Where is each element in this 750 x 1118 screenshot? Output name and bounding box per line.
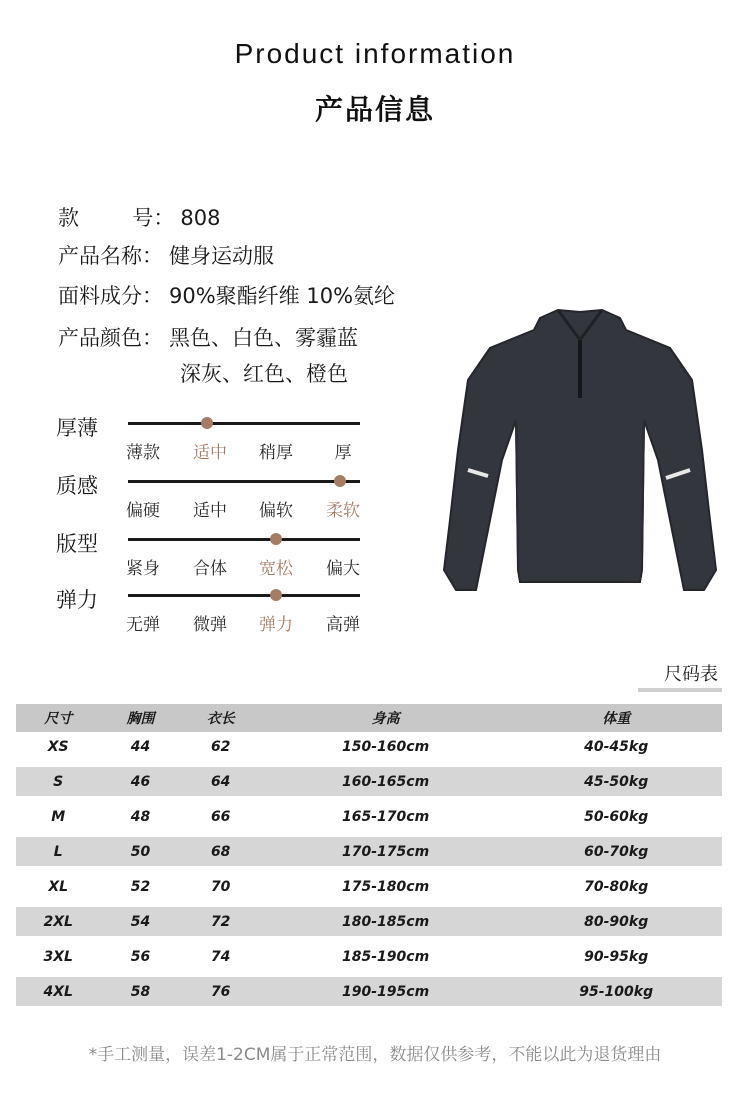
table-cell: 76 [181,977,261,1006]
table-cell: 50 [100,837,180,866]
info-value: 健身运动服 [169,244,274,268]
size-chart-table [16,704,722,1006]
table-cell: 2XL [16,907,100,936]
attribute-label: 弹力 [56,588,98,612]
table-cell: 150-160cm [261,732,511,761]
title-chinese: 产品信息 [314,93,435,126]
attribute-option: 厚 [334,443,352,463]
info-value: 黑色、白色、雾霾蓝 [169,326,358,350]
header-size: 尺寸 [16,704,100,732]
table-row [16,907,722,936]
table-cell: 170-175cm [261,837,511,866]
measurement-note: *手工测量，误差1-2CM属于正常范围，数据仅供参考，不能以此为退货理由 [88,1045,662,1065]
attribute-indicator-dot [334,475,346,487]
table-cell: 74 [181,942,261,971]
table-cell: 3XL [16,942,100,971]
attribute-option: 宽松 [259,559,293,579]
attribute-option: 稍厚 [259,443,293,463]
info-label: 面料成分： [58,284,163,308]
attribute-option: 微弹 [193,615,227,635]
table-cell: 56 [100,942,180,971]
attribute-scale-line [128,422,360,425]
info-colors [58,322,358,352]
attribute-scale-line [128,594,360,597]
table-cell: 64 [181,767,261,796]
table-cell: 175-180cm [261,872,511,901]
title-english: Product information [234,38,516,69]
attribute-option: 偏软 [259,501,293,521]
attribute-option: 偏大 [326,559,360,579]
table-row [16,732,722,761]
header-chest: 胸围 [100,704,180,732]
table-cell: 72 [181,907,261,936]
info-style-no [58,202,221,232]
table-cell: 50-60kg [510,802,722,831]
info-material [58,280,395,310]
table-cell: 46 [100,767,180,796]
info-value: 90%聚酯纤维 10%氨纶 [169,284,396,308]
attribute-option: 紧身 [126,559,160,579]
header-weight: 体重 [510,704,722,732]
table-header-row [16,704,722,732]
attribute-option: 高弹 [326,615,360,635]
attribute-indicator-dot [270,589,282,601]
attribute-label: 版型 [56,532,98,556]
attribute-option: 适中 [193,501,227,521]
info-colors-line2: 深灰、红色、橙色 [180,362,348,386]
attribute-label: 厚薄 [56,416,98,440]
table-row [16,767,722,796]
attribute-scale-line [128,538,360,541]
table-row [16,802,722,831]
table-cell: 60-70kg [510,837,722,866]
attribute-option: 偏硬 [126,501,160,521]
attribute-option: 薄款 [126,443,160,463]
table-cell: M [16,802,100,831]
table-cell: 52 [100,872,180,901]
info-label: 产品名称： [58,244,163,268]
table-cell: 58 [100,977,180,1006]
table-cell: 70-80kg [510,872,722,901]
table-cell: L [16,837,100,866]
table-row [16,837,722,866]
table-cell: 190-195cm [261,977,511,1006]
table-cell: 70 [181,872,261,901]
table-cell: 66 [181,802,261,831]
size-chart-title-underline [638,688,722,692]
table-cell: 62 [181,732,261,761]
table-cell: 180-185cm [261,907,511,936]
info-label: 款 号： [58,206,175,230]
table-cell: 54 [100,907,180,936]
info-label: 产品颜色： [58,326,163,350]
table-cell: 80-90kg [510,907,722,936]
header-length: 衣长 [181,704,261,732]
attribute-scale-line [128,480,360,483]
table-cell: 44 [100,732,180,761]
info-value: 808 [180,206,221,230]
header-height: 身高 [261,704,511,732]
table-cell: S [16,767,100,796]
table-cell: 4XL [16,977,100,1006]
attribute-option: 柔软 [326,501,360,521]
attribute-option: 弹力 [259,615,293,635]
attribute-option: 合体 [193,559,227,579]
attribute-option: 适中 [193,443,227,463]
size-chart-title: 尺码表 [664,664,718,685]
attribute-option: 无弹 [126,615,160,635]
table-cell: XS [16,732,100,761]
table-cell: 95-100kg [510,977,722,1006]
table-cell: 165-170cm [261,802,511,831]
table-cell: 40-45kg [510,732,722,761]
table-cell: 90-95kg [510,942,722,971]
attribute-label: 质感 [56,474,98,498]
table-cell: XL [16,872,100,901]
table-cell: 160-165cm [261,767,511,796]
table-row [16,977,722,1006]
attribute-indicator-dot [270,533,282,545]
table-cell: 45-50kg [510,767,722,796]
table-row [16,872,722,901]
table-row [16,942,722,971]
size-table-body [16,732,722,1006]
table-cell: 68 [181,837,261,866]
info-product-name [58,240,274,270]
attribute-indicator-dot [201,417,213,429]
sports-shirt-image [440,300,720,610]
table-cell: 185-190cm [261,942,511,971]
table-cell: 48 [100,802,180,831]
